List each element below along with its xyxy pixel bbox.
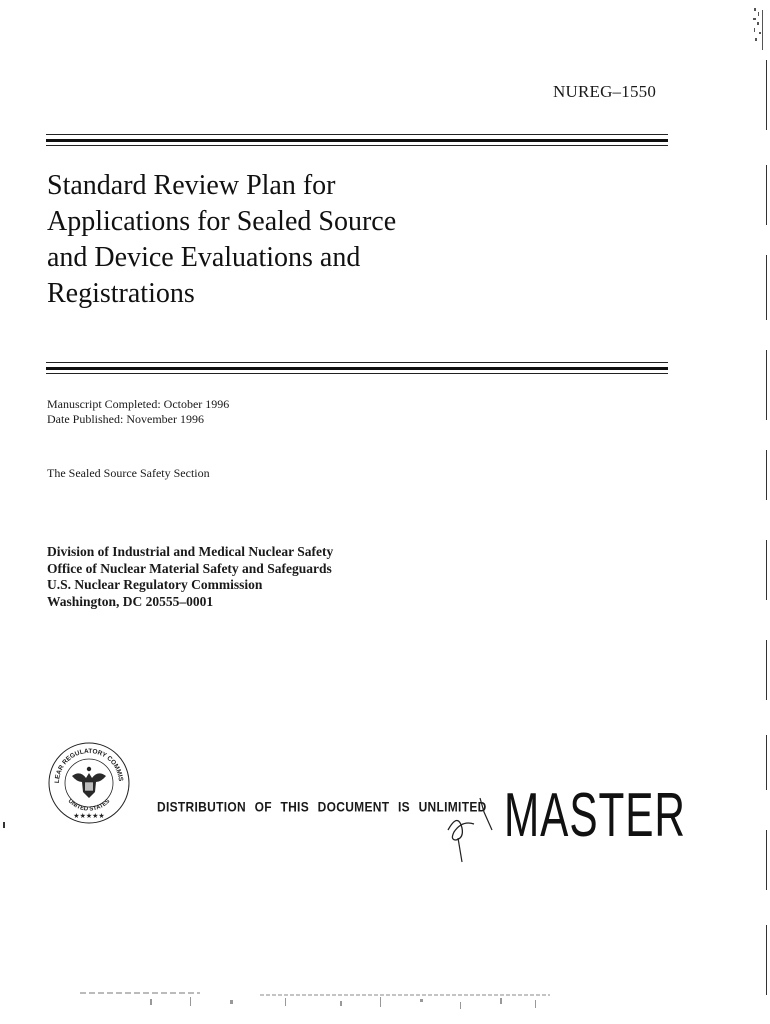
rule-line xyxy=(46,373,668,374)
scan-edge-mark xyxy=(766,735,767,790)
date-published: Date Published: November 1996 xyxy=(47,412,204,426)
scan-edge-mark xyxy=(766,165,767,225)
master-stamp: MASTER xyxy=(504,779,686,850)
handwritten-initials-icon xyxy=(440,790,500,865)
title-line: Registrations xyxy=(47,278,195,309)
scan-edge-mark xyxy=(3,822,5,828)
title-line: Standard Review Plan for xyxy=(47,170,336,201)
scan-edge-mark xyxy=(766,830,767,890)
scan-edge-mark xyxy=(766,540,767,600)
rule-line xyxy=(46,145,668,146)
svg-text:UNITED STATES: UNITED STATES xyxy=(66,798,112,813)
report-number: NUREG–1550 xyxy=(553,82,657,101)
title-line: and Device Evaluations and xyxy=(47,242,361,273)
scan-edge-mark xyxy=(766,350,767,420)
author-section: The Sealed Source Safety Section xyxy=(47,466,210,480)
title-line: Applications for Sealed Source xyxy=(47,206,397,237)
publication-dates xyxy=(47,397,229,427)
middle-rule-group xyxy=(46,362,668,374)
scan-edge-mark xyxy=(766,640,767,700)
scan-speckle-icon xyxy=(748,6,768,54)
nrc-seal-icon xyxy=(46,740,132,826)
organization-block xyxy=(47,544,333,610)
distribution-statement: DISTRIBUTION OF THIS DOCUMENT IS UNLIMITED xyxy=(157,799,487,816)
scan-edge-mark xyxy=(766,255,767,320)
scan-noise-icon xyxy=(80,985,640,1015)
scan-edge-mark xyxy=(766,925,767,995)
document-title xyxy=(47,168,567,312)
svg-text:NUCLEAR REGULATORY COMMISSION: LEAR REGULATORY COMMIS xyxy=(53,747,124,784)
manuscript-completed: Manuscript Completed: October 1996 xyxy=(47,397,230,411)
top-rule-group xyxy=(46,134,668,146)
org-line: Office of Nuclear Material Safety and Safeguards xyxy=(47,560,332,576)
scan-edge-mark xyxy=(766,60,767,130)
org-line: Division of Industrial and Medical Nuclear Safety xyxy=(47,544,334,559)
svg-text:★★★★★: ★★★★★ xyxy=(73,812,105,820)
org-line: Washington, DC 20555–0001 xyxy=(47,593,214,609)
org-line: U.S. Nuclear Regulatory Commission xyxy=(47,577,263,592)
scan-edge-mark xyxy=(766,450,767,500)
